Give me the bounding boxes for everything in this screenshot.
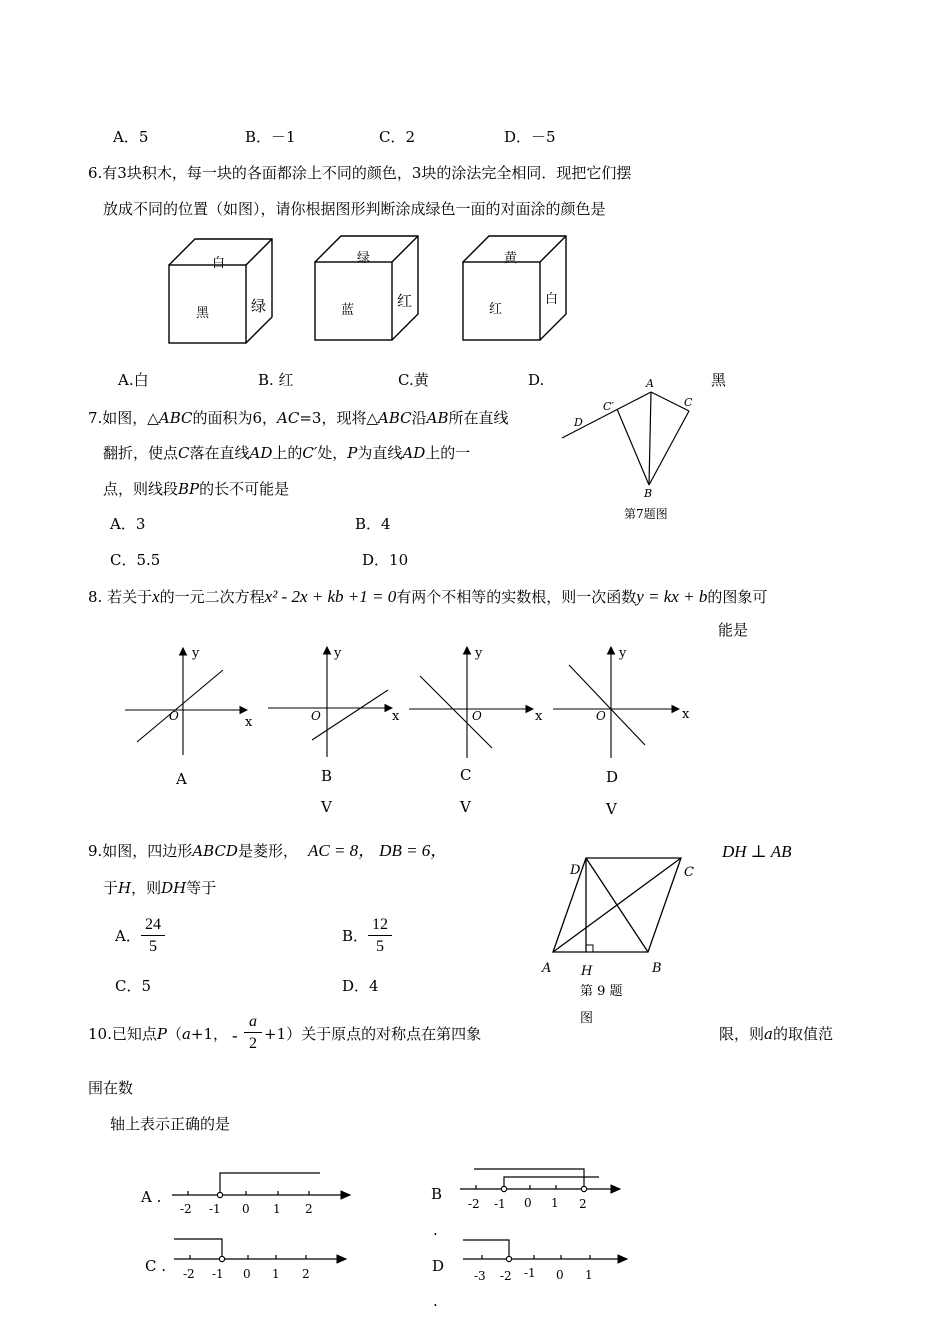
- q10-option-d-dot: .: [433, 1292, 438, 1310]
- q9-stem-line2: 于H，则DH等于: [103, 879, 217, 897]
- q7-label-a: A: [646, 377, 654, 390]
- q7-option-a: A．3: [110, 515, 146, 533]
- q8d-y-label: y: [619, 646, 627, 661]
- q8-mark-b: V: [321, 798, 332, 816]
- q5-option-a: A．5: [113, 128, 149, 146]
- cube1-top-label: 白: [212, 256, 226, 271]
- q10b-tick-0: 0: [524, 1196, 532, 1210]
- q8-option-b: B: [321, 767, 333, 785]
- q10-stem-right: 限，则a的取值范: [719, 1025, 833, 1043]
- q7-label-cp: C′: [603, 400, 614, 413]
- q10a-tick-1: 1: [273, 1202, 281, 1216]
- q10d-tick-0: 0: [556, 1268, 564, 1282]
- q9-option-b-label: B．: [342, 927, 369, 945]
- q10-option-b-dot: .: [433, 1221, 438, 1239]
- q10a-tick-2: 2: [305, 1202, 313, 1216]
- cube2-front-label: 蓝: [341, 303, 355, 318]
- q8b-y-label: y: [334, 646, 342, 661]
- q8d-origin-label: O: [596, 709, 606, 723]
- q9-option-c: C．5: [115, 977, 152, 995]
- q10c-tick-m2: -2: [183, 1267, 195, 1281]
- q10-minus-sign: -: [232, 1026, 238, 1045]
- q9-label-a: A: [542, 961, 552, 976]
- q6-option-d-answer: 黑: [711, 371, 727, 389]
- q8a-x-label: x: [245, 715, 253, 730]
- q9-option-a-fraction: $\frac{24}{5}$: [141, 915, 165, 958]
- q10-option-d: D: [432, 1257, 445, 1275]
- q9-option-d: D．4: [342, 977, 379, 995]
- q10-stem-after: +1）关于原点的对称点在第四象: [264, 1025, 482, 1043]
- q8-stem-line1: 8. 若关于x的一元二次方程x² - 2x + kb +1 = 0有两个不相等的实数根，则一次函数y = kx + b的图象可: [88, 587, 768, 606]
- q10-fraction: $\frac{a}{2}$: [244, 1012, 262, 1055]
- q9-caption-1: 第 9 题: [580, 984, 623, 999]
- q10b-tick-1: 1: [551, 1196, 559, 1210]
- q9-label-d: D: [570, 863, 581, 878]
- q10c-tick-0: 0: [243, 1267, 251, 1281]
- q10-stem-line3: 轴上表示正确的是: [110, 1115, 231, 1133]
- q10d-tick-m1: -1: [524, 1266, 536, 1280]
- q10-stem-line2: 围在数: [88, 1079, 134, 1097]
- q10-option-c: C .: [145, 1257, 167, 1275]
- q9-label-h: H: [581, 964, 593, 979]
- q7-option-d: D．10: [362, 551, 409, 569]
- q10b-tick-m2: -2: [468, 1197, 480, 1211]
- q10-stem-line1: 10.已知点P（a+1，: [88, 1025, 229, 1043]
- q10b-tick-m1: -1: [494, 1197, 506, 1211]
- cube2-top-label: 绿: [357, 251, 371, 266]
- q7-label-c: C: [684, 396, 693, 409]
- q8-option-a: A: [176, 770, 187, 788]
- q6-stem-line1: 6.有3块积木，每一块的各面都涂上不同的颜色，3块的涂法完全相同．现把它们摆: [88, 164, 632, 182]
- q9-label-b: B: [652, 961, 662, 976]
- q6-option-b: B. 红: [258, 371, 294, 389]
- q5-option-d: D．－5: [504, 128, 556, 146]
- q7-option-c: C．5.5: [110, 551, 161, 569]
- q7-stem-line2: 翻折，使点C落在直线AD上的C′处，P为直线AD上的一: [103, 444, 471, 462]
- q8a-y-label: y: [192, 646, 200, 661]
- q7-option-b: B．4: [355, 515, 391, 533]
- q7-caption: 第7题图: [624, 507, 668, 521]
- cube3-side-label: 白: [545, 292, 559, 307]
- cube3-front-label: 红: [489, 302, 503, 317]
- q10a-tick-m2: -2: [180, 1202, 192, 1216]
- q8c-origin-label: O: [472, 709, 482, 723]
- q10d-tick-m3: -3: [474, 1269, 486, 1283]
- q9-option-a-label: A．: [115, 927, 141, 945]
- q9-caption-2: 图: [580, 1011, 594, 1026]
- q8-mark-c: V: [460, 798, 471, 816]
- q10c-tick-2: 2: [302, 1267, 310, 1281]
- q6-option-c: C.黄: [398, 371, 429, 389]
- cube1-front-label: 黑: [196, 306, 210, 321]
- q8b-origin-label: O: [311, 709, 321, 723]
- q7-label-d: D: [574, 416, 583, 429]
- cube2-side-label: 红: [397, 292, 413, 310]
- q10d-tick-1: 1: [585, 1268, 593, 1282]
- q9-option-b-fraction: $\frac{12}{5}$: [368, 915, 392, 958]
- cube1-side-label: 绿: [251, 297, 267, 315]
- q7-stem-line3: 点，则线段BP的长不可能是: [103, 480, 290, 498]
- q5-option-b: B．－1: [245, 128, 296, 146]
- q7-stem-line1: 7.如图，△ABC的面积为6，AC=3，现将△ABC沿AB所在直线: [88, 409, 509, 427]
- q9-dh-perp-ab: DH ⊥ AB: [722, 842, 792, 861]
- q8-stem-line2: 能是: [718, 621, 749, 639]
- q8a-origin-label: O: [169, 709, 179, 723]
- q5-option-c: C．2: [379, 128, 416, 146]
- q8c-y-label: y: [475, 646, 483, 661]
- q8c-x-label: x: [535, 709, 543, 724]
- q9-label-c: C: [684, 865, 694, 880]
- q10a-tick-0: 0: [242, 1202, 250, 1216]
- q6-stem-line2: 放成不同的位置（如图），请你根据图形判断涂成绿色一面的对面涂的颜色是: [103, 200, 606, 218]
- q8-option-c: C: [460, 766, 472, 784]
- q10c-tick-1: 1: [272, 1267, 280, 1281]
- q6-option-d: D.: [528, 371, 545, 389]
- q8-option-d: D: [606, 768, 619, 786]
- q10-option-a: A .: [141, 1188, 162, 1206]
- q10b-tick-2: 2: [579, 1197, 587, 1211]
- q10-option-b: B: [431, 1185, 443, 1203]
- q10c-tick-m1: -1: [212, 1267, 224, 1281]
- q8d-x-label: x: [682, 707, 690, 722]
- q7-label-b: B: [644, 487, 653, 500]
- q10a-tick-m1: -1: [209, 1202, 221, 1216]
- q8b-x-label: x: [392, 709, 400, 724]
- q10d-tick-m2: -2: [500, 1269, 512, 1283]
- q6-option-a: A.白: [118, 371, 149, 389]
- q8-mark-d: V: [606, 800, 617, 818]
- q9-stem-line1: 9.如图，四边形ABCD是菱形， AC = 8， DB = 6，: [88, 841, 448, 860]
- cube3-top-label: 黄: [504, 251, 518, 266]
